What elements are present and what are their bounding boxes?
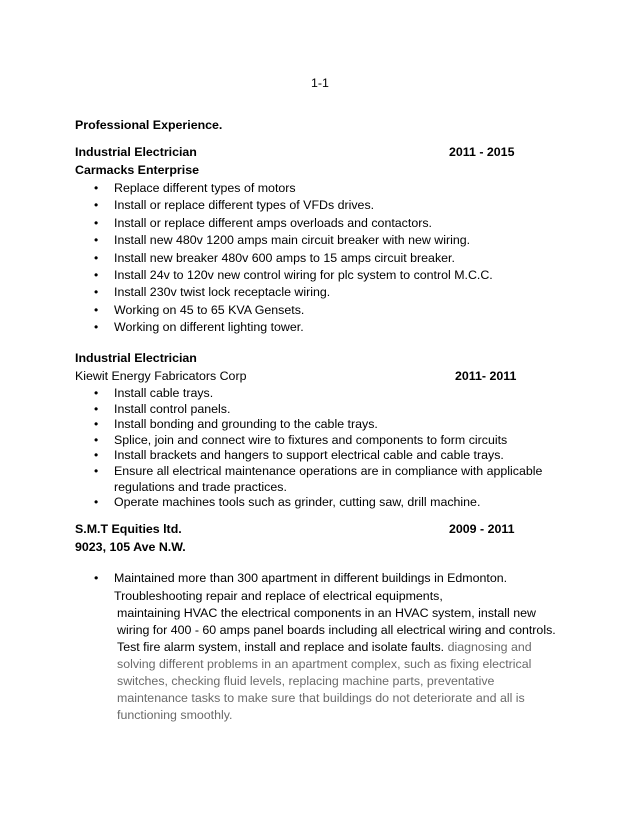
job-3-line-5-gray: diagnosing and [447,640,532,654]
list-item: • Working on different lighting tower. [75,319,493,336]
job-1-company: Carmacks Enterprise [75,163,199,177]
job-1-dates: 2011 - 2015 [449,145,515,159]
job-2-title: Industrial Electrician [75,351,197,365]
job-3-dates: 2009 - 2011 [449,522,515,536]
job-1-title: Industrial Electrician [75,145,197,159]
job-3-line-5 [117,639,532,656]
list-item: • Working on 45 to 65 KVA Gensets. [75,302,493,319]
list-item: • Install 230v twist lock receptacle wiring. [75,284,493,301]
list-item: • Install or replace different types of VFDs drives. [75,197,493,214]
job-3-line-7: switches, checking fluid levels, replacing machine parts, preventative [117,674,495,688]
list-item: • Install bonding and grounding to the cable trays. [75,417,542,433]
bullet-icon: • [94,571,99,585]
job-2-dates: 2011- 2011 [455,369,517,383]
list-item: • Install or replace different amps overloads and contactors. [75,215,493,232]
job-3-line-1: Maintained more than 300 apartment in different buildings in Edmonton. [114,571,508,585]
job-3-line-9: functioning smoothly. [117,708,233,722]
list-item: • Install control panels. [75,402,542,418]
page-number: 1-1 [311,76,329,90]
list-item-continuation: regulations and trade practices. [114,479,287,494]
job-2-company: Kiewit Energy Fabricators Corp [75,369,247,383]
job-3-line-5-text: Test fire alarm system, install and replace and isolate faults. [117,640,445,654]
list-item: • Install new 480v 1200 amps main circuit breaker with new wiring. [75,232,493,249]
job-3-line-6: solving different problems in an apartment complex, such as fixing electrical [117,657,532,671]
list-item: • Operate machines tools such as grinder, cutting saw, drill machine. [75,495,542,511]
job-3-line-3: maintaining HVAC the electrical components in an HVAC system, install new [117,606,536,620]
list-item: • Ensure all electrical maintenance operations are in compliance with applicable [75,464,542,480]
list-item: • Install cable trays. [75,386,542,402]
list-item: • Splice, join and connect wire to fixtures and components to form circuits [75,433,542,449]
job-2-duties-list [75,386,542,511]
job-3-line-4: wiring for 400 - 60 amps panel boards including all electrical wiring and controls. [117,623,556,637]
job-3-address: 9023, 105 Ave N.W. [75,540,186,554]
job-3-line-8: maintenance tasks to make sure that buildings do not deteriorate and all is [117,691,525,705]
list-item: • Install new breaker 480v 600 amps to 15 amps circuit breaker. [75,250,493,267]
job-3-title: S.M.T Equities ltd. [75,522,182,536]
job-3-line-2: Troubleshooting repair and replace of electrical equipments, [114,589,443,603]
list-item: • Install brackets and hangers to support electrical cable and cable trays. [75,448,542,464]
job-1-duties-list [75,180,493,337]
list-item: • Replace different types of motors [75,180,493,197]
list-item: • Install 24v to 120v new control wiring for plc system to control M.C.C. [75,267,493,284]
section-heading: Professional Experience. [75,118,223,132]
